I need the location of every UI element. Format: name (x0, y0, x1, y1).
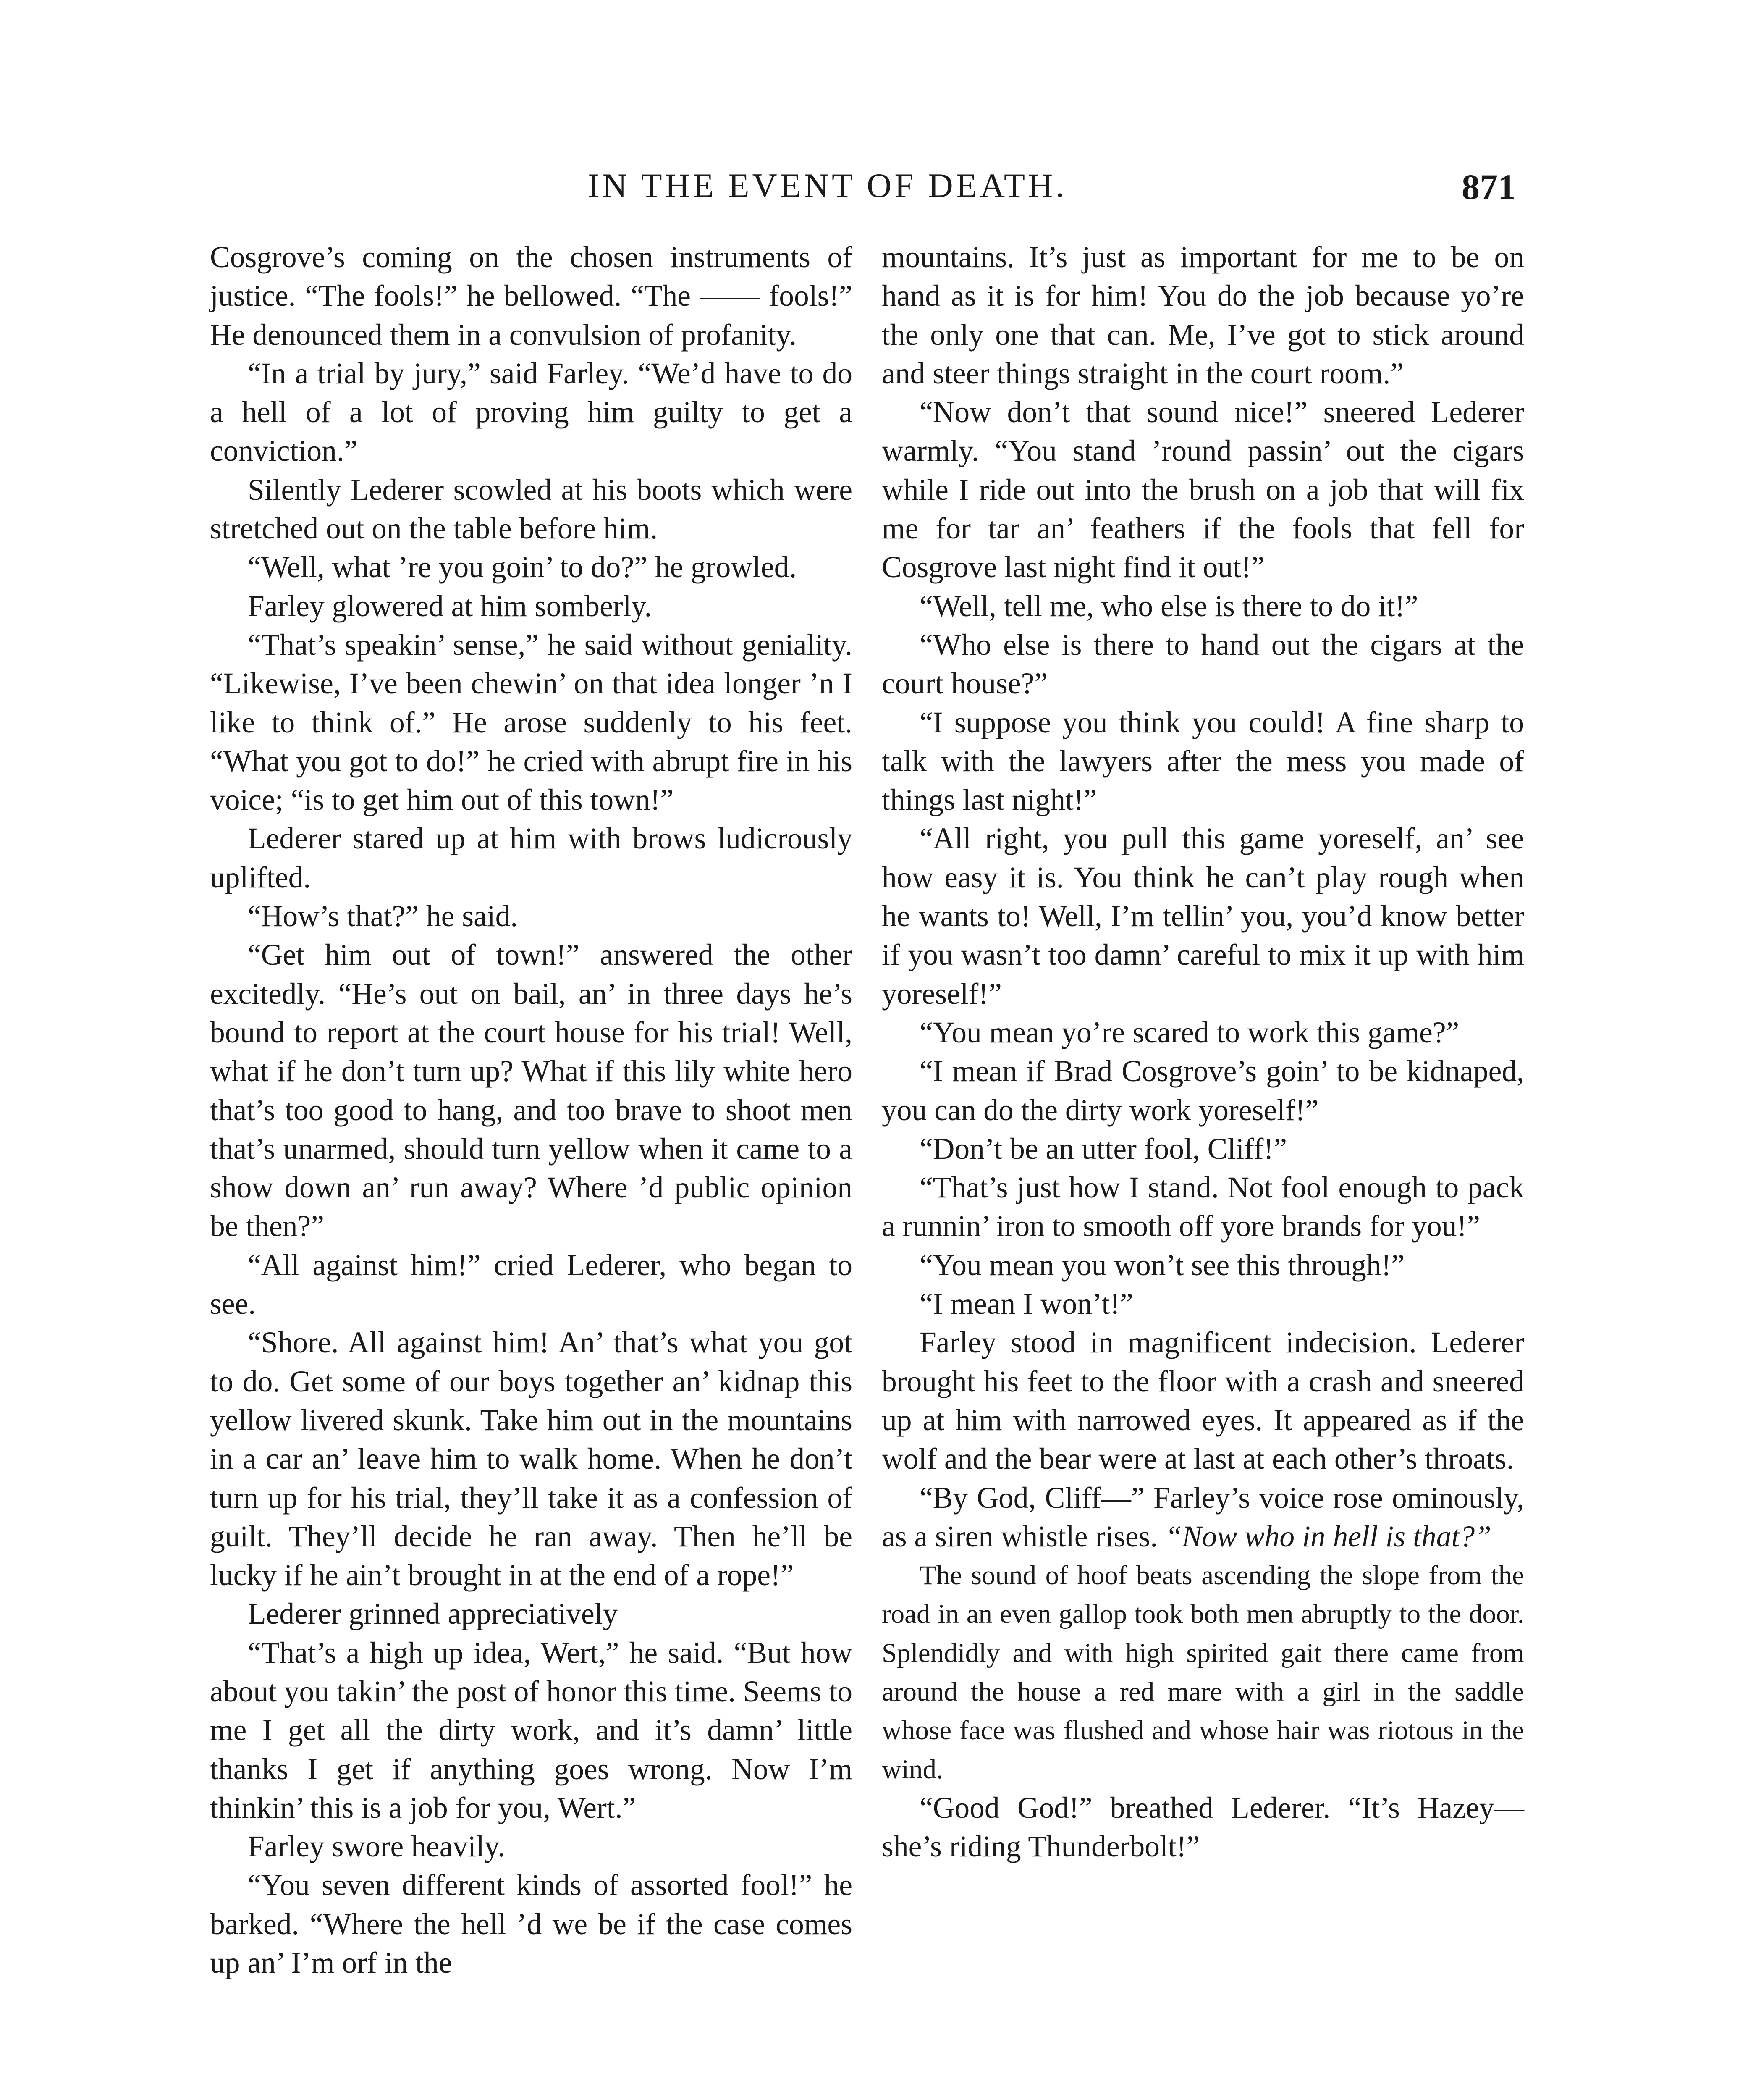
paragraph: Farley swore heavily. (248, 1830, 505, 1864)
paragraph: “In a trial by jury,” said Farley. “We’d have to do a hell of a lot of proving him guilty to get a conviction.” (210, 357, 852, 468)
paragraph: “Shore. All against him! An’ that’s what you got to do. Get some of our boys together an’ kidnap this yellow livered skunk. Take him out in the mountains in a car an’ leave him to walk home. When he don’t turn up for his trial, they’ll take it as a confession of guilt. They’ll decide he ran away. Then he’ll be lucky if he ain’t brought in at the end of a rope!” (210, 1326, 852, 1592)
paragraph: “Get him out of town!” answered the other excitedly. “He’s out on bail, an’ in three days he’s bound to report at the court house for his trial! Well, what if he don’t turn up? What if this lily white hero that’s too good to hang, and too brave to shoot men that’s unarmed, should turn yellow when it came to a show down an’ run away? Where ’d public opinion be then?” (210, 938, 852, 1243)
paragraph: “That’s speakin’ sense,” he said without geniality. “Likewise, I’ve been chewin’ on that idea longer ’n I like to think of.” He arose suddenly to his feet. “What you got to do!” he cried with abrupt fire in his voice; “is to get him out of this town!” (210, 628, 852, 817)
paragraph: Lederer grinned appreciatively (248, 1597, 618, 1631)
paragraph: “I suppose you think you could! A fine sharp to talk with the lawyers after the mess you made of things last night!” (882, 706, 1524, 817)
paragraph: “You seven different kinds of assorted fool!” he barked. “Where the hell ’d we be if the case comes up an’ I’m orf in the (210, 1869, 852, 1980)
running-head (210, 166, 1533, 216)
paragraph: Silently Lederer scowled at his boots which were stretched out on the table before him. (210, 473, 852, 546)
paragraph: Cosgrove’s coming on the chosen instruments of justice. “The fools!” he bellowed. “The —— fools!” He denounced them in a convulsion of profanity. (210, 241, 852, 352)
paragraph: “All right, you pull this game yoreself, an’ see how easy it is. You think he can’t play rough when he wants to! Well, I’m tellin’ you, you’d know better if you wasn’t too damn’ careful to mix it up with him yoreself!” (882, 822, 1524, 1011)
right-column (882, 238, 1524, 1866)
paragraph: “That’s just how I stand. Not fool enough to pack a runnin’ iron to smooth off yore brands for you!” (882, 1171, 1524, 1243)
paragraph: “All against him!” cried Lederer, who began to see. (210, 1248, 852, 1321)
italic-speech: “Now who in hell is that?” (1158, 1520, 1491, 1553)
paragraph: mountains. It’s just as important for me to be on hand as it is for him! You do the job because yo’re the only one that can. Me, I’ve got to stick around and steer things straight in the court room.” (882, 241, 1524, 390)
paragraph: Farley glowered at him somberly. (248, 589, 652, 623)
paragraph: Farley stood in magnificent indecision. Lederer brought his feet to the floor with a crash and sneered up at him with narrowed eyes. It appeared as if the wolf and the bear were at last at each other’s throats. (882, 1326, 1524, 1476)
paragraph: “You mean yo’re scared to work this game?” (920, 1016, 1460, 1049)
running-title: IN THE EVENT OF DEATH. (588, 166, 1067, 205)
paragraph: “Well, what ’re you goin’ to do?” he growled. (248, 551, 797, 584)
paragraph: “Don’t be an utter fool, Cliff!” (920, 1132, 1287, 1166)
paragraph: “You mean you won’t see this through!” (920, 1248, 1405, 1282)
paragraph: The sound of hoof beats ascending the slope from the road in an even gallop took both men abruptly to the door. Splendidly and with high spirited gait there came from around the house a red mare with a girl in the saddle whose face was flushed and whose hair was riotous in the wind. (882, 1560, 1524, 1785)
paragraph: “How’s that?” he said. (248, 900, 518, 933)
paragraph (882, 1479, 1524, 1557)
paragraph: “Who else is there to hand out the cigars at the court house?” (882, 628, 1524, 701)
paragraph-text: “By God, Cliff—” Farley’s voice rose ominously, as a siren whistle rises. (882, 1481, 1524, 1553)
paragraph: “I mean if Brad Cosgrove’s goin’ to be kidnaped, you can do the dirty work yoreself!” (882, 1055, 1524, 1127)
paragraph: “Good God!” breathed Lederer. “It’s Hazey—she’s riding Thunderbolt!” (882, 1791, 1524, 1864)
paragraph: “Now don’t that sound nice!” sneered Lederer warmly. “You stand ’round passin’ out the cigars while I ride out into the brush on a job that will fix me for tar an’ feathers if the fools that fell for Cosgrove last night find it out!” (882, 396, 1524, 584)
page-number: 871 (1462, 167, 1516, 207)
paragraph: “That’s a high up idea, Wert,” he said. “But how about you takin’ the post of honor this time. Seems to me I get all the dirty work, and it’s damn’ little thanks I get if anything goes wrong. Now I’m thinkin’ this is a job for you, Wert.” (210, 1636, 852, 1824)
paragraph: Lederer stared up at him with brows ludicrously uplifted. (210, 822, 852, 894)
left-column (210, 238, 852, 1982)
paragraph: “I mean I won’t!” (920, 1287, 1133, 1321)
paragraph: “Well, tell me, who else is there to do it!” (920, 589, 1418, 623)
